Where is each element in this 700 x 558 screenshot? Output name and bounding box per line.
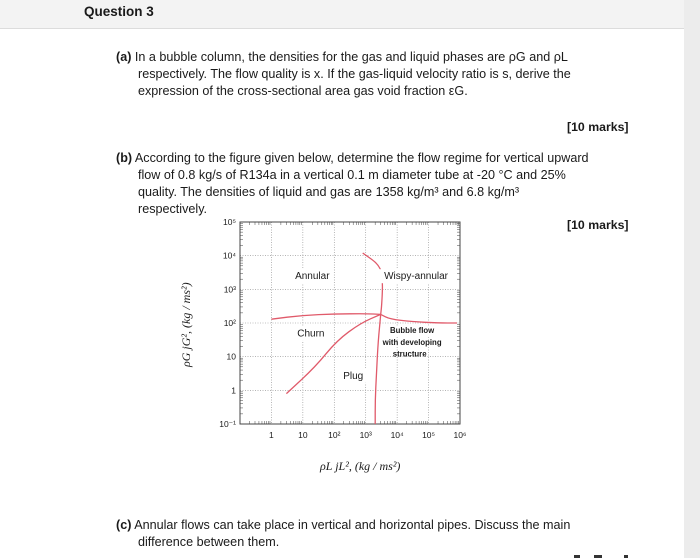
x-tick-label: 10⁴	[390, 430, 404, 440]
x-tick-label: 10⁵	[422, 430, 436, 440]
y-tick-label: 10⁻¹	[219, 419, 236, 429]
flow-regime-chart	[160, 210, 480, 505]
scroll-edge	[684, 0, 700, 558]
top-bar	[0, 0, 700, 29]
part-a-line2: respectively. The flow quality is x. If the gas-liquid velocity ratio is s, derive the	[138, 67, 571, 81]
x-axis-label: ρL jL², (kg / ms²)	[320, 459, 401, 473]
part-b-label: (b)	[116, 151, 133, 165]
part-b	[116, 150, 646, 218]
part-b-line1: According to the figure given below, determine the flow regime for vertical upward	[134, 151, 589, 165]
cut-off-marks	[574, 552, 634, 558]
region-label: structure	[392, 349, 427, 359]
region-label: with developing	[382, 338, 442, 348]
part-c-line1: Annular flows can take place in vertical and horizontal pipes. Discuss the main	[134, 518, 571, 532]
boundary-annular-churn	[271, 314, 380, 319]
flow-regime-svg	[160, 210, 480, 500]
part-a-line3: expression of the cross-sectional area gas void fraction εG.	[138, 84, 468, 98]
y-tick-label: 10²	[223, 318, 236, 328]
part-a-label: (a)	[116, 50, 132, 64]
region-label: Annular	[295, 271, 330, 283]
y-tick-label: 10⁵	[223, 217, 236, 227]
region-label: Wispy-annular	[384, 271, 449, 283]
question-title: Question 3	[84, 4, 154, 19]
part-b-line2: flow of 0.8 kg/s of R134a in a vertical 0.1 m diameter tube at -20 °C and 25%	[138, 168, 566, 182]
region-label: Bubble flow	[390, 326, 435, 336]
y-tick-label: 10	[226, 351, 236, 362]
y-tick-label: 10⁴	[222, 250, 236, 261]
part-a	[116, 49, 646, 100]
part-a-marks: [10 marks]	[567, 120, 629, 134]
part-b-line4: respectively.	[138, 202, 208, 216]
y-tick-label: 1	[231, 385, 236, 396]
y-axis-label-text: ρG jG², (kg / ms²)	[179, 282, 193, 367]
part-a-line1: In a bubble column, the densities for the gas and liquid phases are ρG and ρL	[134, 50, 568, 64]
part-b-marks: [10 marks]	[567, 218, 629, 232]
region-label: Plug	[343, 370, 364, 382]
x-tick-label: 10⁶	[453, 430, 467, 440]
x-tick-label: 10	[298, 430, 308, 440]
boundary-plug-bubble	[375, 314, 381, 424]
y-axis-label	[179, 282, 193, 368]
y-tick-label: 10³	[223, 284, 236, 295]
part-c-line2: difference between them.	[138, 535, 280, 549]
part-c-label: (c)	[116, 518, 132, 532]
x-tick-label: 10²	[328, 430, 341, 440]
part-b-line3: quality. The densities of liquid and gas are 1358 kg/m³ and 6.8 kg/m³	[138, 185, 520, 199]
x-tick-label: 10³	[359, 430, 372, 440]
boundary-churn-bubble	[381, 314, 457, 323]
region-label: Churn	[297, 328, 325, 340]
x-tick-label: 1	[269, 430, 274, 440]
part-c	[116, 517, 646, 551]
